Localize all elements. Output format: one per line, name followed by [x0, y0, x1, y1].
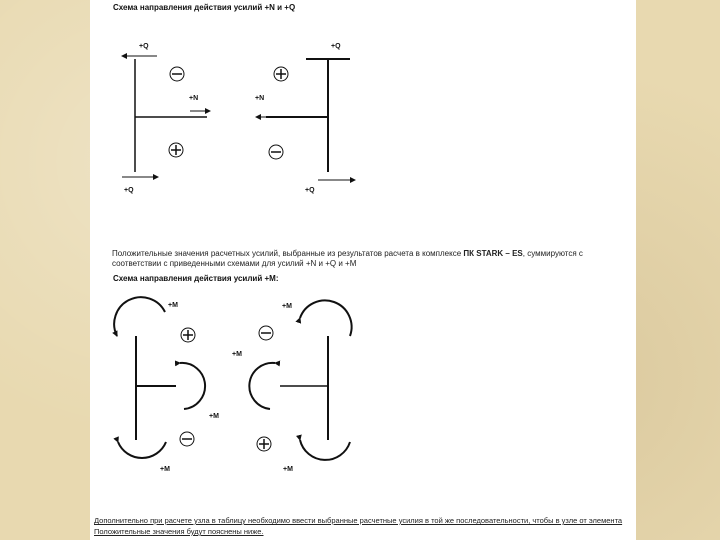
label-m-bottom-left: +M	[160, 466, 170, 473]
software-name: ПК STARK – ES	[463, 249, 523, 258]
label-m-mid-bottom: +M	[209, 413, 219, 420]
node-left-m	[114, 297, 205, 458]
node-right-nq	[256, 59, 355, 180]
section1-title: Схема направления действия усилий +N и +Q	[113, 3, 296, 12]
plus-sign-icon	[169, 143, 183, 157]
label-m-bottom-right: +M	[283, 466, 293, 473]
minus-sign-icon	[269, 145, 283, 159]
label-q-left-bottom: +Q	[124, 187, 134, 194]
moment-arc-bottom-right	[300, 440, 350, 460]
node-left-nq	[122, 56, 210, 177]
footer-line-2: Положительные значения будут пояснены ниже.	[94, 527, 264, 536]
plus-sign-icon	[257, 437, 271, 451]
label-q-left-top: +Q	[139, 43, 149, 50]
moment-arc-top-right	[300, 300, 352, 336]
label-q-right-bottom: +Q	[305, 187, 315, 194]
label-m-top-left: +M	[168, 302, 178, 309]
label-q-right-top: +Q	[331, 43, 341, 50]
label-m-center: +M	[232, 351, 242, 358]
plus-sign-icon	[274, 67, 288, 81]
section2-title: Схема направления действия усилий +M:	[113, 274, 279, 283]
minus-sign-icon	[259, 326, 273, 340]
moment-arc-top-left	[114, 297, 165, 336]
node-right-m	[249, 300, 351, 460]
footer-line-1: Дополнительно при расчете узла в таблицу необходимо ввести выбранные расчетные усилия в той же последовательности, чтобы в узле от элемента	[94, 516, 623, 525]
label-m-top-right: +M	[282, 303, 292, 310]
plus-sign-icon	[181, 328, 195, 342]
moment-arc-mid-left	[180, 363, 205, 409]
label-n-left: +N	[189, 95, 199, 102]
label-n-right: +N	[255, 95, 265, 102]
minus-sign-icon	[170, 67, 184, 81]
paragraph-line-1: Положительные значения расчетных усилий, выбранные из результатов расчета в комплексе ПК STARK – ES, суммируются с	[112, 249, 583, 258]
moment-arc-bottom-left	[118, 442, 166, 458]
moment-arc-mid-right	[249, 363, 275, 409]
paragraph-line-2: соответствии с приведенными схемами для усилий +N и +Q и +M	[112, 259, 357, 268]
minus-sign-icon	[180, 432, 194, 446]
